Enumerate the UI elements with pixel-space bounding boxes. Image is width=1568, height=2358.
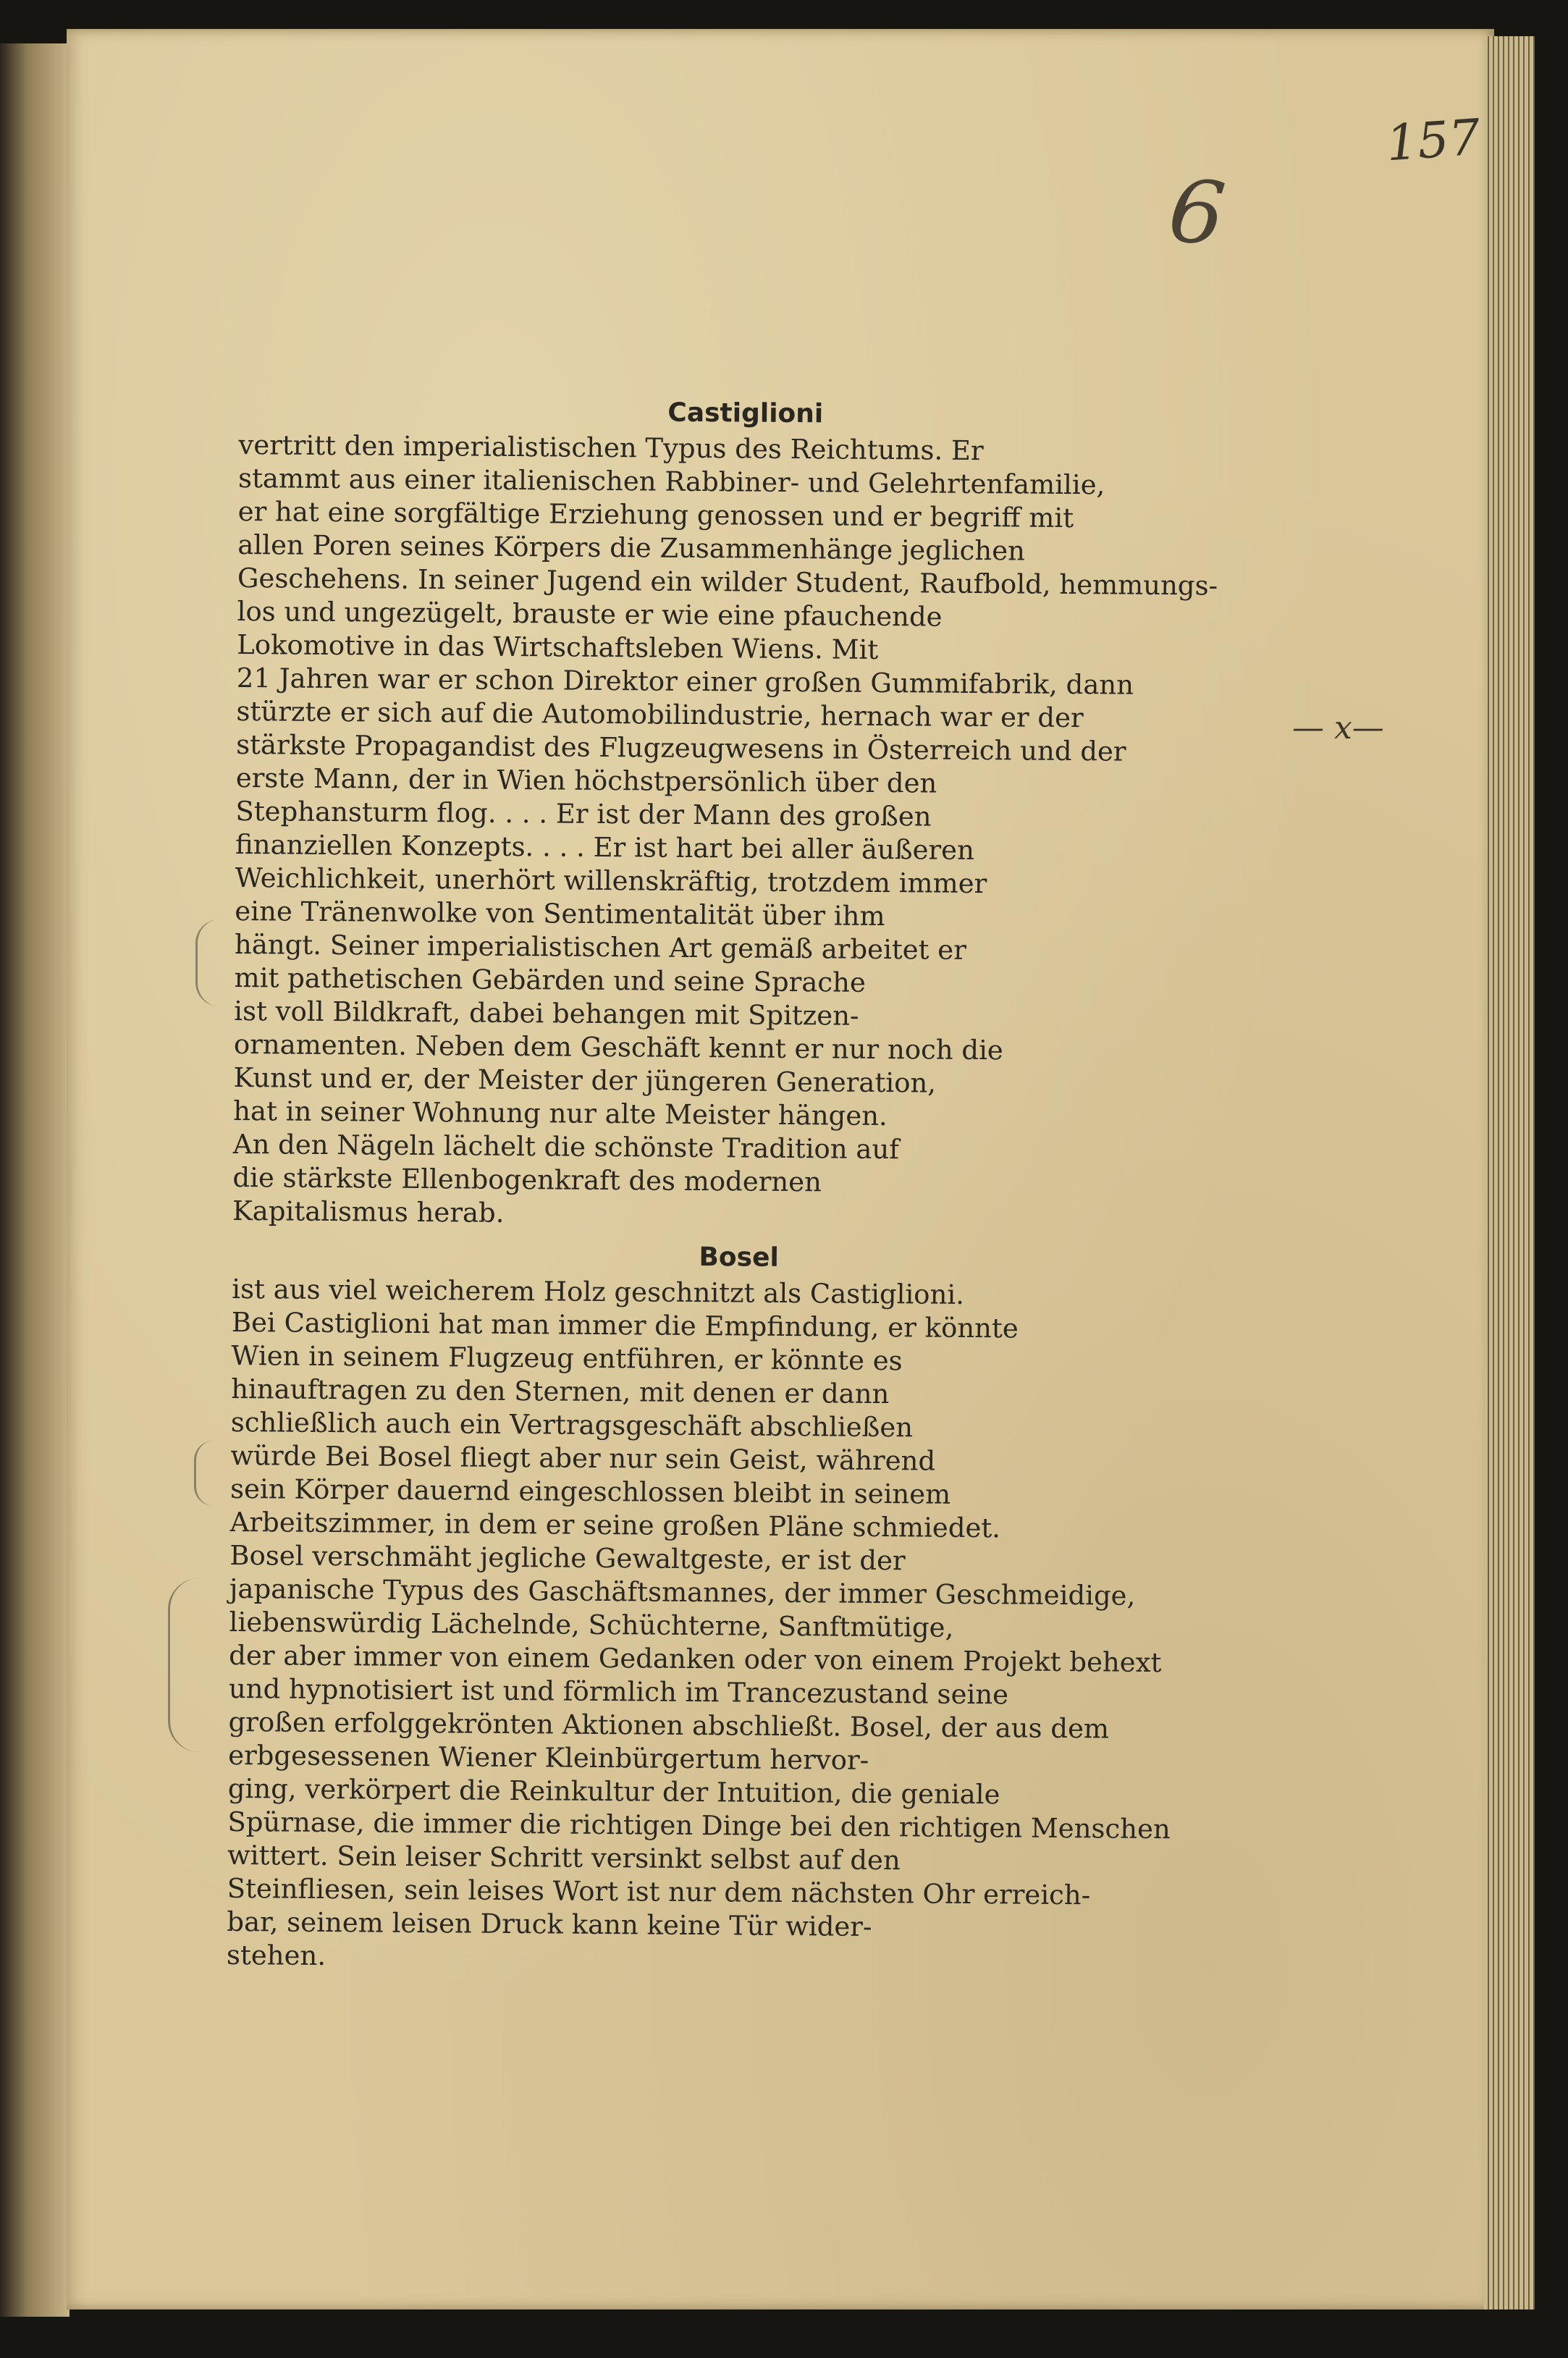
text-line: er hat eine sorgfältige Erziehung genossen und er begriff mit — [237, 495, 1074, 534]
text-line: ging, verkörpert die Reinkultur der Intuition, die geniale — [227, 1772, 1000, 1811]
text-line: hinauftragen zu den Sternen, mit denen er dann — [231, 1373, 890, 1410]
margin-bracket — [195, 919, 219, 1006]
pencil-mark: 6 — [1163, 160, 1230, 266]
section-castiglioni-text — [232, 429, 1252, 1236]
text-line: vertritt den imperialistischen Typus des Reichtums. Er — [238, 429, 984, 467]
text-line: wittert. Sein leiser Schritt versinkt selbst auf den — [227, 1839, 901, 1877]
text-line: erste Mann, der in Wien höchstpersönlich über den — [235, 762, 937, 799]
text-line: die stärkste Ellenbogenkraft des modernen — [232, 1161, 822, 1198]
section-title: Bosel — [699, 1242, 779, 1273]
text-line: hat in seiner Wohnung nur alte Meister hängen. — [233, 1095, 888, 1132]
section-title: Castiglioni — [667, 397, 824, 429]
text-line: liebenswürdig Lächelnde, Schüchterne, Sanftmütige, — [229, 1606, 954, 1643]
text-line: japanische Typus des Gaschäftsmannes, der immer Geschmeidige, — [229, 1572, 1136, 1612]
margin-annotation: — x— — [1292, 709, 1384, 746]
text-line: Bei Castiglioni hat man immer die Empfindung, er könnte — [231, 1306, 1019, 1344]
text-line: Geschehens. In seiner Jugend ein wilder Student, Raufbold, hemmungs- — [237, 562, 1218, 602]
text-line: Lokomotive in das Wirtschaftsleben Wiens. Mit — [237, 628, 879, 665]
text-line: Weichlichkeit, unerhört willenskräftig, trotzdem immer — [235, 862, 987, 900]
text-line: großen erfolggekrönten Aktionen abschließt. Bosel, der aus dem — [228, 1706, 1110, 1745]
body-text — [227, 391, 1252, 1987]
text-line: An den Nägeln lächelt die schönste Tradition auf — [232, 1128, 900, 1166]
text-line: und hypnotisiert ist und förmlich im Trancezustand seine — [228, 1672, 1009, 1711]
text-line: Steinfliesen, sein leises Wort ist nur dem nächsten Ohr erreich- — [227, 1872, 1091, 1911]
text-line: eine Tränenwolke von Sentimentalität über ihm — [235, 895, 885, 932]
handwritten-page-number: 157 — [1384, 109, 1483, 173]
text-line: stehen. — [226, 1939, 326, 1972]
text-line: Bosel verschmäht jegliche Gewaltgeste, er ist der — [229, 1539, 906, 1577]
text-line: stürzte er sich auf die Automobilindustrie, hernach war er der — [236, 695, 1084, 734]
text-line: Stephansturm flog. . . . Er ist der Mann des großen — [235, 795, 932, 833]
text-line: allen Poren seines Körpers die Zusammenhänge jeglichen — [237, 529, 1026, 567]
section-bosel-text — [227, 1273, 1246, 1980]
text-line: der aber immer von einem Gedanken oder von einem Projekt behext — [229, 1639, 1162, 1679]
text-line: stammt aus einer italienischen Rabbiner- und Gelehrtenfamilie, — [237, 462, 1105, 501]
text-line: sein Körper dauernd eingeschlossen bleibt in seinem — [229, 1473, 951, 1510]
text-line: Kunst und er, der Meister der jüngeren Generation, — [233, 1061, 937, 1099]
text-line: ornamenten. Neben dem Geschäft kennt er nur noch die — [233, 1028, 1003, 1066]
page-stack-edge — [1484, 36, 1535, 2309]
text-line: schließlich auch ein Vertragsgeschäft abschließen — [230, 1406, 914, 1444]
margin-bracket — [168, 1578, 199, 1752]
text-line: ist voll Bildkraft, dabei behangen mit Spitzen- — [234, 995, 859, 1032]
text-line: finanziellen Konzepts. . . . Er ist hart bei aller äußeren — [235, 828, 975, 866]
text-line: hängt. Seiner imperialistischen Art gemäß arbeitet er — [234, 928, 967, 966]
text-line: erbgesessenen Wiener Kleinbürgertum hervor- — [228, 1739, 869, 1776]
left-page-edge — [0, 43, 69, 2317]
text-line: würde Bei Bosel fliegt aber nur sein Geist, während — [230, 1439, 936, 1477]
text-line: Wien in seinem Flugzeug entführen, er könnte es — [231, 1339, 903, 1377]
margin-bracket — [194, 1441, 214, 1506]
text-line: bar, seinem leisen Druck kann keine Tür wider- — [227, 1906, 872, 1942]
text-line: Spürnase, die immer die richtigen Dinge bei den richtigen Menschen — [227, 1806, 1171, 1845]
text-line: mit pathetischen Gebärden und seine Sprache — [234, 961, 866, 998]
text-line: Arbeitszimmer, in dem er seine großen Pläne schmiedet. — [229, 1506, 1001, 1544]
text-line: stärkste Propagandist des Flugzeugwesens in Österreich und der — [235, 728, 1126, 767]
text-line: ist aus viel weicherem Holz geschnitzt als Castiglioni. — [232, 1273, 965, 1310]
text-line: Kapitalismus herab. — [232, 1195, 505, 1229]
text-line: 21 Jahren war er schon Direktor einer großen Gummifabrik, dann — [236, 662, 1134, 701]
text-line: los und ungezügelt, brauste er wie eine pfauchende — [237, 595, 943, 633]
